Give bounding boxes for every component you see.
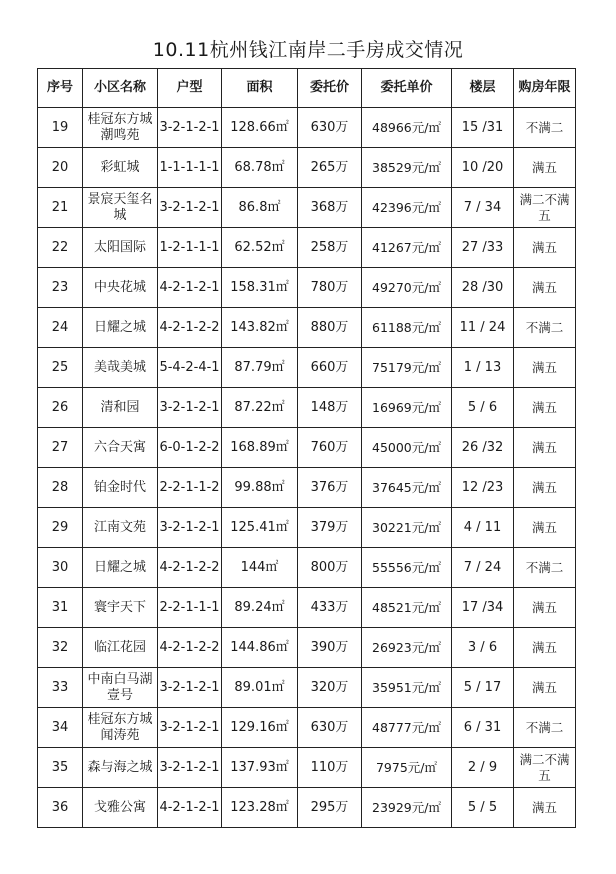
header-index: 序号 (38, 69, 83, 108)
table-row (38, 748, 576, 788)
cell-listing-price: 660万 (298, 348, 362, 388)
cell-unit-price: 45000元/㎡ (362, 428, 452, 468)
cell-layout: 3-2-1-2-1 (158, 748, 222, 788)
table-row (38, 788, 576, 828)
cell-index: 22 (38, 228, 83, 268)
cell-area: 89.24㎡ (222, 588, 298, 628)
cell-unit-price: 16969元/㎡ (362, 388, 452, 428)
cell-area: 89.01㎡ (222, 668, 298, 708)
cell-ownership-years: 满五 (514, 388, 576, 428)
table-row (38, 508, 576, 548)
cell-listing-price: 258万 (298, 228, 362, 268)
cell-area: 143.82㎡ (222, 308, 298, 348)
header-area: 面积 (222, 69, 298, 108)
cell-unit-price: 42396元/㎡ (362, 188, 452, 228)
cell-layout: 4-2-1-2-2 (158, 548, 222, 588)
cell-floor: 3 / 6 (452, 628, 514, 668)
cell-ownership-years: 不满二 (514, 548, 576, 588)
cell-listing-price: 780万 (298, 268, 362, 308)
cell-area: 168.89㎡ (222, 428, 298, 468)
cell-index: 35 (38, 748, 83, 788)
cell-area: 86.8㎡ (222, 188, 298, 228)
table-row (38, 348, 576, 388)
cell-index: 25 (38, 348, 83, 388)
cell-area: 129.16㎡ (222, 708, 298, 748)
cell-community: 戈雅公寓 (83, 788, 158, 828)
table-row (38, 188, 576, 228)
cell-listing-price: 379万 (298, 508, 362, 548)
cell-layout: 4-2-1-2-2 (158, 308, 222, 348)
cell-unit-price: 75179元/㎡ (362, 348, 452, 388)
cell-layout: 2-2-1-1-2 (158, 468, 222, 508)
cell-index: 28 (38, 468, 83, 508)
cell-ownership-years: 满二不满五 (514, 748, 576, 788)
cell-community: 六合天寓 (83, 428, 158, 468)
cell-floor: 5 / 17 (452, 668, 514, 708)
cell-floor: 15 /31 (452, 108, 514, 148)
table-row (38, 308, 576, 348)
cell-listing-price: 800万 (298, 548, 362, 588)
cell-unit-price: 41267元/㎡ (362, 228, 452, 268)
cell-unit-price: 38529元/㎡ (362, 148, 452, 188)
cell-listing-price: 390万 (298, 628, 362, 668)
cell-layout: 6-0-1-2-2 (158, 428, 222, 468)
cell-area: 144㎡ (222, 548, 298, 588)
cell-floor: 17 /34 (452, 588, 514, 628)
cell-floor: 2 / 9 (452, 748, 514, 788)
cell-community: 森与海之城 (83, 748, 158, 788)
cell-area: 158.31㎡ (222, 268, 298, 308)
cell-community: 铂金时代 (83, 468, 158, 508)
cell-listing-price: 110万 (298, 748, 362, 788)
cell-ownership-years: 不满二 (514, 308, 576, 348)
cell-listing-price: 630万 (298, 108, 362, 148)
cell-ownership-years: 满二不满五 (514, 188, 576, 228)
header-unit-price: 委托单价 (362, 69, 452, 108)
cell-ownership-years: 满五 (514, 788, 576, 828)
cell-ownership-years: 满五 (514, 468, 576, 508)
cell-floor: 11 / 24 (452, 308, 514, 348)
cell-floor: 7 / 24 (452, 548, 514, 588)
cell-index: 32 (38, 628, 83, 668)
table-row (38, 268, 576, 308)
cell-ownership-years: 满五 (514, 148, 576, 188)
cell-layout: 3-2-1-2-1 (158, 668, 222, 708)
table-row (38, 588, 576, 628)
header-ownership-years: 购房年限 (514, 69, 576, 108)
cell-layout: 3-2-1-2-1 (158, 188, 222, 228)
cell-unit-price: 48521元/㎡ (362, 588, 452, 628)
cell-area: 68.78㎡ (222, 148, 298, 188)
cell-community: 日耀之城 (83, 548, 158, 588)
cell-community: 美哉美城 (83, 348, 158, 388)
cell-floor: 12 /23 (452, 468, 514, 508)
cell-listing-price: 880万 (298, 308, 362, 348)
cell-layout: 5-4-2-4-1 (158, 348, 222, 388)
table-row (38, 628, 576, 668)
table-row (38, 708, 576, 748)
cell-listing-price: 265万 (298, 148, 362, 188)
cell-community: 景宸天玺名城 (83, 188, 158, 228)
cell-index: 26 (38, 388, 83, 428)
cell-listing-price: 760万 (298, 428, 362, 468)
cell-unit-price: 49270元/㎡ (362, 268, 452, 308)
cell-area: 137.93㎡ (222, 748, 298, 788)
cell-area: 144.86㎡ (222, 628, 298, 668)
cell-unit-price: 30221元/㎡ (362, 508, 452, 548)
cell-floor: 4 / 11 (452, 508, 514, 548)
cell-community: 清和园 (83, 388, 158, 428)
cell-area: 62.52㎡ (222, 228, 298, 268)
cell-listing-price: 630万 (298, 708, 362, 748)
cell-unit-price: 61188元/㎡ (362, 308, 452, 348)
cell-area: 123.28㎡ (222, 788, 298, 828)
cell-listing-price: 368万 (298, 188, 362, 228)
cell-unit-price: 55556元/㎡ (362, 548, 452, 588)
cell-unit-price: 37645元/㎡ (362, 468, 452, 508)
cell-unit-price: 35951元/㎡ (362, 668, 452, 708)
cell-ownership-years: 满五 (514, 428, 576, 468)
table-row (38, 108, 576, 148)
cell-community: 桂冠东方城闻涛苑 (83, 708, 158, 748)
cell-listing-price: 148万 (298, 388, 362, 428)
cell-index: 27 (38, 428, 83, 468)
cell-community: 寰宇天下 (83, 588, 158, 628)
header-listing-price: 委托价 (298, 69, 362, 108)
cell-index: 23 (38, 268, 83, 308)
cell-ownership-years: 满五 (514, 508, 576, 548)
table-row (38, 228, 576, 268)
cell-index: 36 (38, 788, 83, 828)
cell-layout: 3-2-1-2-1 (158, 708, 222, 748)
transactions-table (37, 68, 576, 828)
cell-ownership-years: 不满二 (514, 108, 576, 148)
table-row (38, 148, 576, 188)
cell-index: 21 (38, 188, 83, 228)
cell-area: 99.88㎡ (222, 468, 298, 508)
cell-layout: 3-2-1-2-1 (158, 388, 222, 428)
cell-community: 桂冠东方城潮鸣苑 (83, 108, 158, 148)
cell-area: 87.22㎡ (222, 388, 298, 428)
cell-listing-price: 320万 (298, 668, 362, 708)
cell-floor: 6 / 31 (452, 708, 514, 748)
cell-layout: 4-2-1-2-1 (158, 268, 222, 308)
cell-layout: 3-2-1-2-1 (158, 508, 222, 548)
cell-community: 临江花园 (83, 628, 158, 668)
header-floor: 楼层 (452, 69, 514, 108)
cell-floor: 5 / 6 (452, 388, 514, 428)
cell-area: 125.41㎡ (222, 508, 298, 548)
table-body (38, 108, 576, 828)
table-row (38, 388, 576, 428)
cell-unit-price: 48966元/㎡ (362, 108, 452, 148)
page-title: 10.11杭州钱江南岸二手房成交情况 (152, 39, 464, 61)
cell-index: 24 (38, 308, 83, 348)
cell-index: 29 (38, 508, 83, 548)
cell-ownership-years: 满五 (514, 628, 576, 668)
cell-floor: 26 /32 (452, 428, 514, 468)
cell-area: 128.66㎡ (222, 108, 298, 148)
cell-layout: 2-2-1-1-1 (158, 588, 222, 628)
cell-layout: 1-2-1-1-1 (158, 228, 222, 268)
cell-ownership-years: 满五 (514, 668, 576, 708)
cell-ownership-years: 满五 (514, 268, 576, 308)
cell-index: 20 (38, 148, 83, 188)
cell-layout: 3-2-1-2-1 (158, 108, 222, 148)
table-header-row (38, 69, 576, 108)
table-row (38, 548, 576, 588)
cell-index: 30 (38, 548, 83, 588)
cell-ownership-years: 不满二 (514, 708, 576, 748)
cell-index: 34 (38, 708, 83, 748)
cell-listing-price: 433万 (298, 588, 362, 628)
header-community: 小区名称 (83, 69, 158, 108)
cell-listing-price: 376万 (298, 468, 362, 508)
header-layout: 户型 (158, 69, 222, 108)
cell-unit-price: 23929元/㎡ (362, 788, 452, 828)
table-row (38, 468, 576, 508)
cell-unit-price: 7975元/㎡ (362, 748, 452, 788)
table-row (38, 668, 576, 708)
cell-community: 彩虹城 (83, 148, 158, 188)
cell-community: 日耀之城 (83, 308, 158, 348)
cell-layout: 4-2-1-2-1 (158, 788, 222, 828)
cell-community: 太阳国际 (83, 228, 158, 268)
cell-unit-price: 26923元/㎡ (362, 628, 452, 668)
cell-index: 31 (38, 588, 83, 628)
cell-community: 中央花城 (83, 268, 158, 308)
cell-floor: 5 / 5 (452, 788, 514, 828)
cell-community: 江南文苑 (83, 508, 158, 548)
cell-floor: 28 /30 (452, 268, 514, 308)
cell-ownership-years: 满五 (514, 588, 576, 628)
cell-unit-price: 48777元/㎡ (362, 708, 452, 748)
cell-area: 87.79㎡ (222, 348, 298, 388)
table-row (38, 428, 576, 468)
cell-floor: 7 / 34 (452, 188, 514, 228)
cell-layout: 4-2-1-2-2 (158, 628, 222, 668)
cell-community: 中南白马湖壹号 (83, 668, 158, 708)
cell-index: 19 (38, 108, 83, 148)
cell-floor: 1 / 13 (452, 348, 514, 388)
cell-index: 33 (38, 668, 83, 708)
cell-floor: 10 /20 (452, 148, 514, 188)
cell-layout: 1-1-1-1-1 (158, 148, 222, 188)
cell-ownership-years: 满五 (514, 348, 576, 388)
cell-floor: 27 /33 (452, 228, 514, 268)
cell-listing-price: 295万 (298, 788, 362, 828)
cell-ownership-years: 满五 (514, 228, 576, 268)
